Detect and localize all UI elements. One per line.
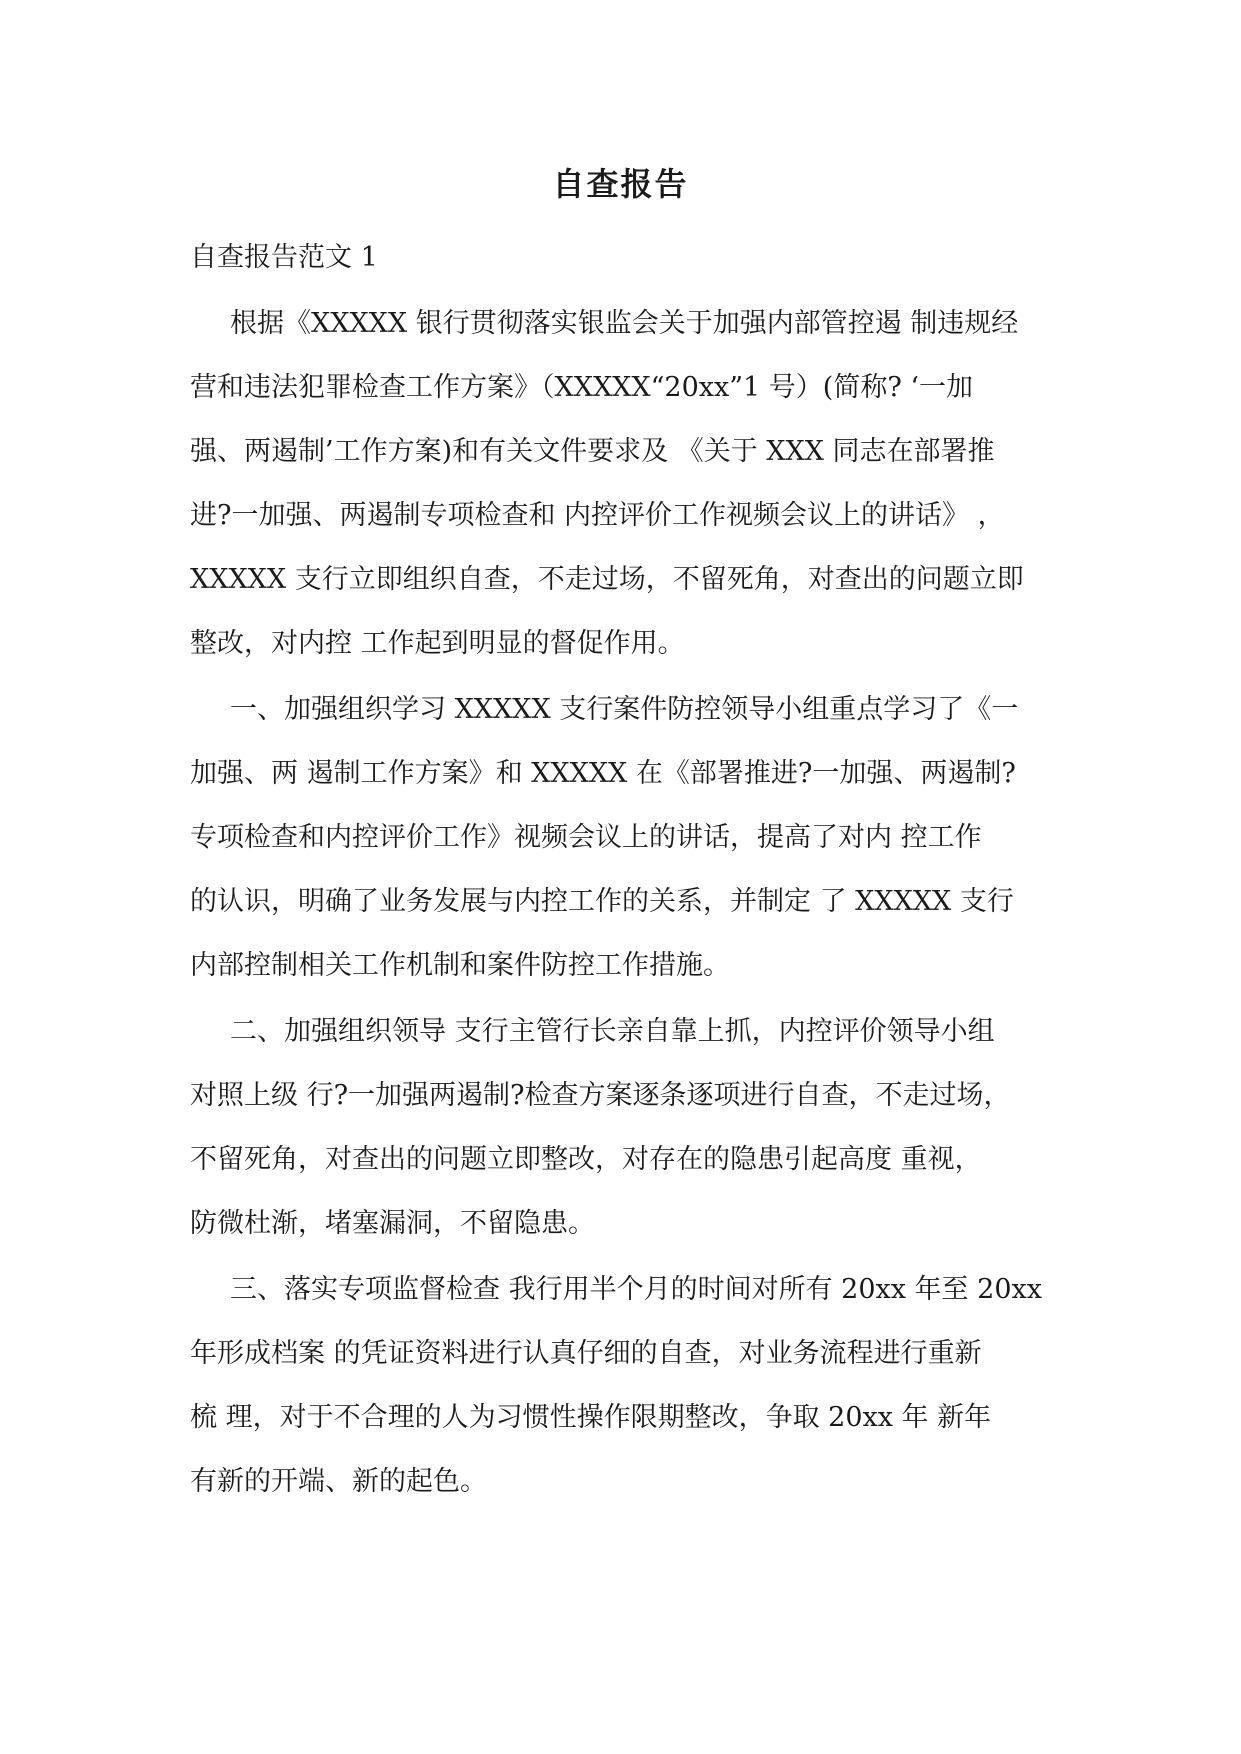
paragraph-line: 防微杜渐，堵塞漏洞，不留隐患。 xyxy=(190,1208,595,1239)
paragraph-line: 年形成档案 的凭证资料进行认真仔细的自查，对业务流程进行重新 xyxy=(190,1338,982,1369)
paragraph-line: 进?一加强、两遏制专项检查和 内控评价工作视频会议上的讲话》 ， xyxy=(190,500,1005,531)
paragraph-line: 一、加强组织学习 XXXXX 支行案件防控领导小组重点学习了《一 xyxy=(230,694,1019,725)
paragraph-line: 有新的开端、新的起色。 xyxy=(190,1466,487,1497)
paragraph-line: 整改，对内控 工作起到明显的督促作用。 xyxy=(190,628,685,659)
document-body xyxy=(190,226,1070,1516)
paragraph-line: 强、两遏制’工作方案)和有关文件要求及 《关于 XXX 同志在部署推 xyxy=(190,436,995,467)
paragraph-line: 专项检查和内控评价工作》视频会议上的讲话，提高了对内 控工作 xyxy=(190,822,982,853)
document-title: 自查报告 xyxy=(552,165,689,203)
paragraph-line: 三、落实专项监督检查 我行用半个月的时间对所有 20xx 年至 20xx xyxy=(230,1274,1042,1305)
paragraph-line: 二、加强组织领导 支行主管行长亲自靠上抓，内控评价领导小组 xyxy=(230,1016,995,1047)
paragraph-line: 内部控制相关工作机制和案件防控工作措施。 xyxy=(190,950,730,981)
paragraph-3 xyxy=(190,1000,1070,1256)
document-subtitle: 自查报告范文 1 xyxy=(190,242,378,273)
paragraph-line: 营和违法犯罪检查工作方案》（XXXXX“20xx”1 号）(简称? ‘一加 xyxy=(190,372,973,403)
paragraph-line: 的认识，明确了业务发展与内控工作的关系，并制定 了 XXXXX 支行 xyxy=(190,886,1014,917)
paragraph-line: 根据《XXXXX 银行贯彻落实银监会关于加强内部管控遏 制违规经 xyxy=(230,308,1019,339)
paragraph-4 xyxy=(190,1258,1070,1514)
paragraph-2 xyxy=(190,678,1070,998)
paragraph-line: XXXXX 支行立即组织自查，不走过场，不留死角，对查出的问题立即 xyxy=(190,564,1024,595)
paragraph-line: 对照上级 行?一加强两遏制?检查方案逐条逐项进行自查，不走过场， xyxy=(190,1080,1011,1111)
paragraph-1 xyxy=(190,292,1070,676)
paragraph-line: 不留死角，对查出的问题立即整改，对存在的隐患引起高度 重视， xyxy=(190,1144,982,1175)
paragraph-line: 梳 理，对于不合理的人为习惯性操作限期整改，争取 20xx 年 新年 xyxy=(190,1402,992,1433)
paragraph-line: 加强、两 遏制工作方案》和 XXXXX 在《部署推进?一加强、两遏制? xyxy=(190,758,1016,789)
